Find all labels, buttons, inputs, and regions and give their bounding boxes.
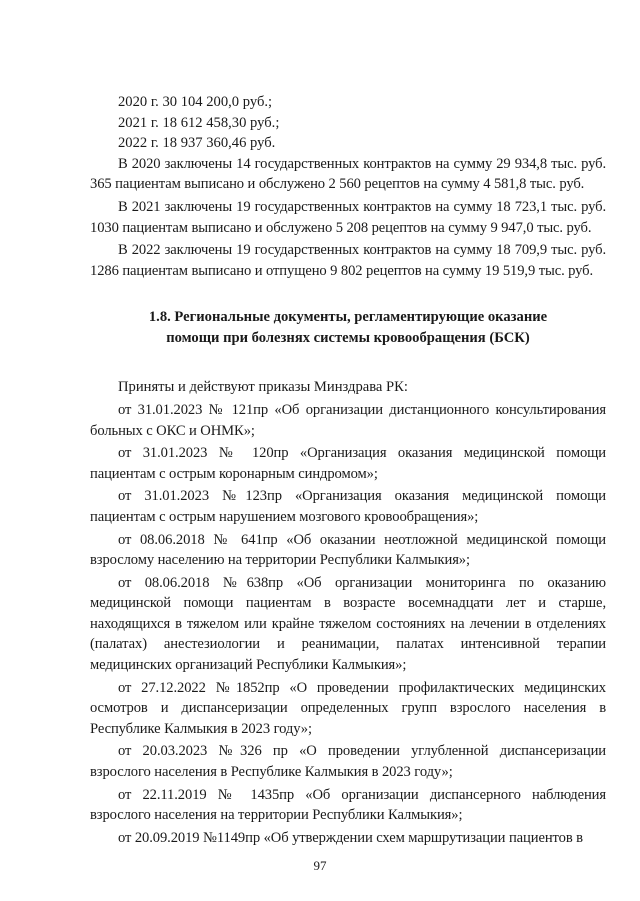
document-page bbox=[90, 92, 606, 850]
orders-list bbox=[90, 400, 606, 848]
paragraph-2020: В 2020 заключены 14 государственных контрактов на сумму 29 934,8 тыс. руб. 365 пациентам выписано и обслужено 2 560 рецептов на сумму 4 581,8 тыс. руб. bbox=[90, 155, 606, 193]
section-heading-line-1: 1.8. Региональные документы, регламентирующие оказание bbox=[148, 309, 548, 326]
section-heading-line-2: помощи при болезнях системы кровообращения (БСК) bbox=[166, 330, 530, 347]
funding-line-2021: 2021 г. 18 612 458,30 руб.; bbox=[118, 114, 280, 131]
order-item: от 08.06.2018 №638пр «Об организации мониторинга по оказанию медицинской помощи пациентам в возрасте восемнадцати лет и старше, находящихся в тяжелом или крайне тяжелом состояниях на лечении в отделениях (палатах) анестезиологии и реанимации, палатах интенсивной терапии медицинских организаций Республики Калмыкия»; bbox=[90, 574, 606, 674]
funding-line-2020: 2020 г. 30 104 200,0 руб.; bbox=[118, 94, 273, 110]
order-item: от 31.01.2023 №123пр «Организация оказания медицинской помощи пациентам с острым нарушением мозгового кровообращения»; bbox=[90, 488, 606, 525]
order-item: от 08.06.2018 № 641пр «Об оказании неотложной медицинской помощи взрослому населению на территории Республики Калмыкия»; bbox=[90, 531, 606, 569]
order-item: от 31.01.2023 № 121пр «Об организации дистанционного консультирования больных с ОКС и ОНМК»; bbox=[90, 401, 606, 439]
funding-list bbox=[90, 92, 606, 154]
page-number: 97 bbox=[313, 858, 327, 873]
order-item: от 20.09.2019 №1149пр «Об утверждении схем маршрутизации пациентов в bbox=[118, 829, 583, 846]
funding-line-2022: 2022 г. 18 937 360,46 руб. bbox=[118, 135, 276, 152]
paragraph-2021: В 2021 заключены 19 государственных контрактов на сумму 18 723,1 тыс. руб. 1030 пациентам выписано и обслужено 5 208 рецептов на сумму 9 947,0 тыс. руб. bbox=[90, 198, 606, 236]
orders-intro: Приняты и действуют приказы Минздрава РК: bbox=[118, 379, 408, 396]
order-item: от 31.01.2023 № 120пр «Организация оказания медицинской помощи пациентам с острым коронарным синдромом»; bbox=[90, 445, 606, 482]
order-item: от 22.11.2019 № 1435пр «Об организации диспансерного наблюдения взрослого населения на территории Республики Калмыкия»; bbox=[90, 786, 606, 824]
order-item: от 20.03.2023 №326 пр «О проведении углубленной диспансеризации взрослого населения в Республике Калмыкия в 2023 году»; bbox=[90, 743, 606, 781]
section-heading bbox=[90, 307, 606, 349]
order-item: от 27.12.2022 №1852пр «О проведении профилактических медицинских осмотров и диспансеризации определенных групп взрослого населения в Республике Калмыкия в 2023 году»; bbox=[90, 679, 606, 737]
paragraph-2022: В 2022 заключены 19 государственных контрактов на сумму 18 709,9 тыс. руб. 1286 пациентам выписано и отпущено 9 802 рецептов на сумму 19 519,9 тыс. руб. bbox=[90, 242, 606, 279]
